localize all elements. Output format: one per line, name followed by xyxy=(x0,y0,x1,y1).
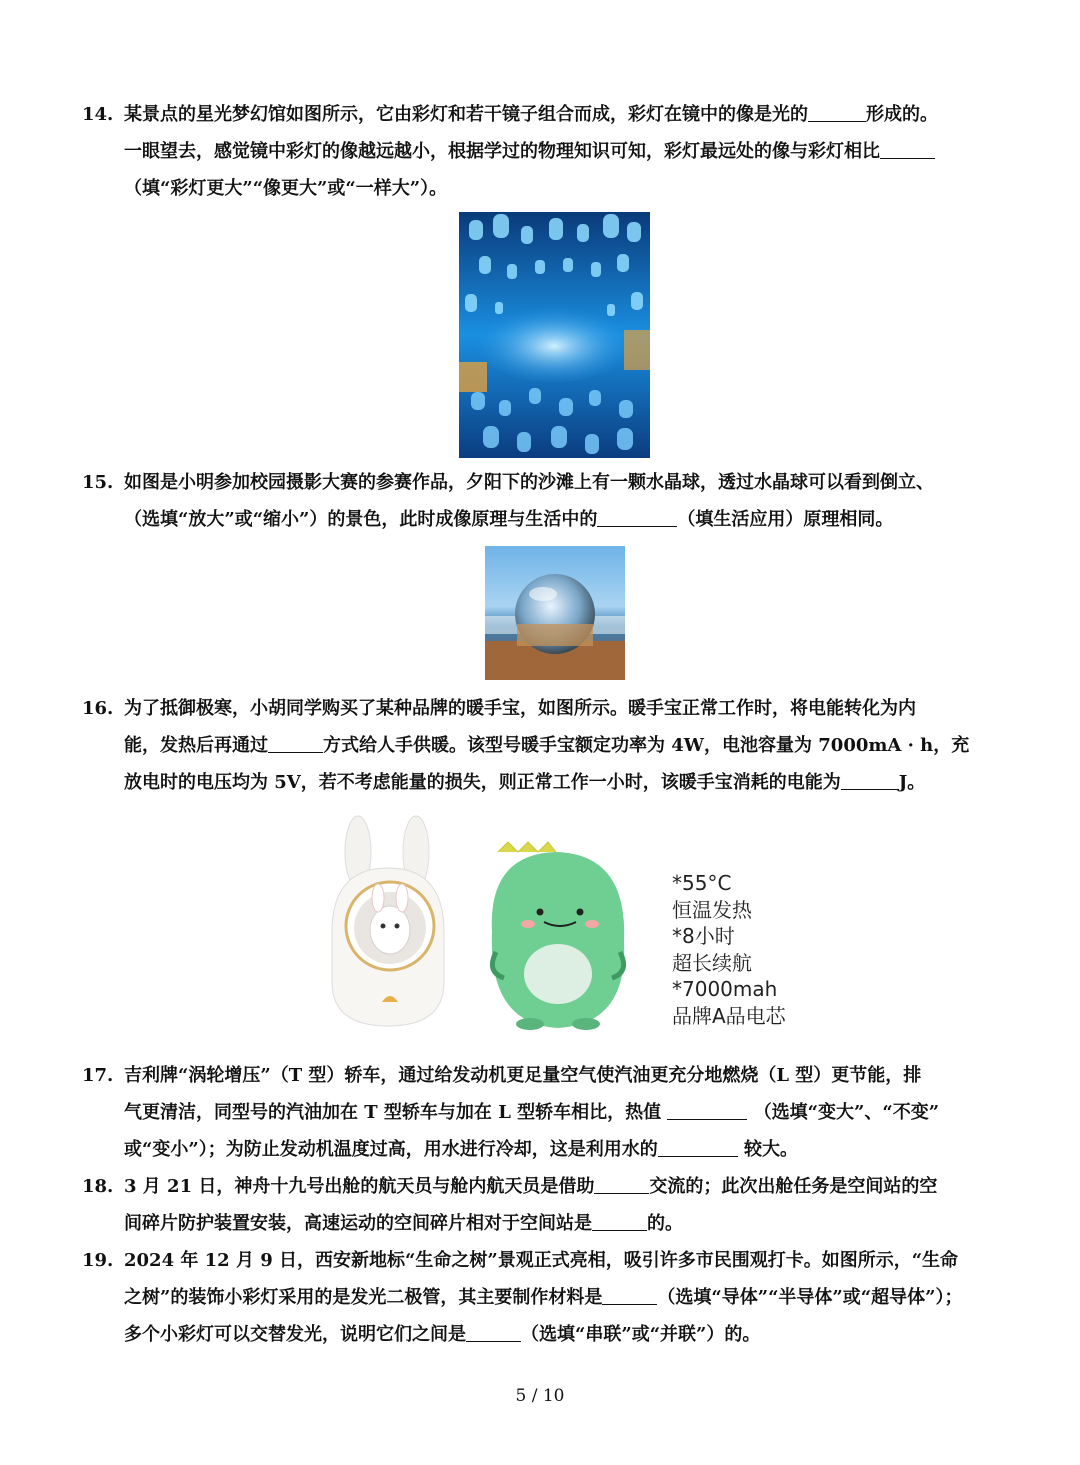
hand-warmer-photo xyxy=(318,812,648,1038)
page-number: 5 / 10 xyxy=(515,1386,565,1406)
question-text: 吉利牌“涡轮增压”（T 型）轿车，通过给发动机更足量空气使汽油更充分地燃烧（L 型）更节能，排 xyxy=(124,1065,922,1086)
question-text: 或“变小”）；为防止发动机温度过高，用水进行冷却，这是利用水的 xyxy=(124,1139,658,1160)
crystal-ball-photo xyxy=(485,546,625,680)
answer-blank[interactable] xyxy=(880,138,935,159)
answer-blank[interactable] xyxy=(841,769,899,790)
question-text: 一眼望去，感觉镜中彩灯的像越远越小，根据学过的物理知识可知，彩灯最远处的像与彩灯相比 xyxy=(124,141,880,162)
answer-blank[interactable] xyxy=(466,1321,521,1342)
question-text: J。 xyxy=(898,772,926,793)
question-text: 放电时的电压均为 5V，若不考虑能量的损失，则正常工作一小时，该暖手宝消耗的电能为 xyxy=(124,772,841,793)
spec-line: *55°C xyxy=(672,871,732,895)
question-text: 如图是小明参加校园摄影大赛的参赛作品，夕阳下的沙滩上有一颗水晶球，透过水晶球可以看到倒立、 xyxy=(124,472,934,493)
question-text: 多个小彩灯可以交替发光，说明它们之间是 xyxy=(124,1324,466,1345)
question-number: 18. xyxy=(82,1176,114,1197)
question-text: （选填“变大”、“不变” xyxy=(753,1102,940,1123)
question-text: 某景点的星光梦幻馆如图所示，它由彩灯和若干镜子组合而成，彩灯在镜中的像是光的 xyxy=(124,104,808,125)
question-number: 14. xyxy=(82,104,114,125)
question-text: 2024 年 12 月 9 日，西安新地标“生命之树”景观正式亮相，吸引许多市民围观打卡。如图所示，“生命 xyxy=(124,1250,959,1271)
question-17 xyxy=(82,1057,1002,1168)
starlight-hall-photo xyxy=(459,212,650,458)
question-text: （选填“串联”或“并联”）的。 xyxy=(521,1324,761,1345)
question-text: 的。 xyxy=(647,1213,683,1234)
question-text: 交流的；此次出舱任务是空间站的空 xyxy=(649,1176,938,1197)
answer-blank[interactable] xyxy=(594,1173,649,1194)
question-number: 16. xyxy=(82,698,114,719)
question-text: 形成的。 xyxy=(866,104,938,125)
answer-blank[interactable] xyxy=(808,101,866,122)
question-18 xyxy=(82,1168,1002,1242)
question-text: （填生活应用）原理相同。 xyxy=(677,509,894,530)
question-number: 19. xyxy=(82,1250,114,1271)
question-text: 气更清洁，同型号的汽油加在 T 型轿车与加在 L 型轿车相比，热值 xyxy=(124,1102,662,1123)
spec-line: 恒温发热 xyxy=(672,897,752,922)
spec-line: *7000mah xyxy=(672,977,778,1001)
question-text: 方式给人手供暖。该型号暖手宝额定功率为 4W，电池容量为 7000mA · h，充 xyxy=(323,735,970,756)
question-text: 间碎片防护装置安装，高速运动的空间碎片相对于空间站是 xyxy=(124,1213,592,1234)
question-text: （填“彩灯更大”“像更大”或“一样大”）。 xyxy=(124,178,448,199)
spec-line: 品牌A品电芯 xyxy=(672,1003,786,1028)
question-text: （选填“导体”“半导体”或“超导体”）； xyxy=(657,1287,963,1308)
product-specs xyxy=(672,870,786,1029)
question-text: （选填“放大”或“缩小”）的景色，此时成像原理与生活中的 xyxy=(124,509,598,530)
question-text: 能，发热后再通过 xyxy=(124,735,268,756)
question-19 xyxy=(82,1242,1002,1353)
question-text: 较大。 xyxy=(744,1139,798,1160)
question-15 xyxy=(82,464,1002,538)
question-number: 17. xyxy=(82,1065,114,1086)
question-text: 3 月 21 日，神舟十九号出舱的航天员与舱内航天员是借助 xyxy=(124,1176,595,1197)
answer-blank[interactable] xyxy=(592,1210,647,1231)
answer-blank[interactable] xyxy=(658,1136,738,1157)
question-text: 为了抵御极寒，小胡同学购买了某种品牌的暖手宝，如图所示。暖手宝正常工作时，将电能转化为内 xyxy=(124,698,916,719)
question-number: 15. xyxy=(82,472,114,493)
spec-line: *8小时 xyxy=(672,924,735,948)
question-text: 之树”的装饰小彩灯采用的是发光二极管，其主要制作材料是 xyxy=(124,1287,603,1308)
answer-blank[interactable] xyxy=(667,1099,747,1120)
answer-blank[interactable] xyxy=(597,506,677,527)
question-16 xyxy=(82,690,1002,801)
question-14 xyxy=(82,96,1002,207)
answer-blank[interactable] xyxy=(268,732,323,753)
spec-line: 超长续航 xyxy=(672,950,752,975)
answer-blank[interactable] xyxy=(602,1284,657,1305)
